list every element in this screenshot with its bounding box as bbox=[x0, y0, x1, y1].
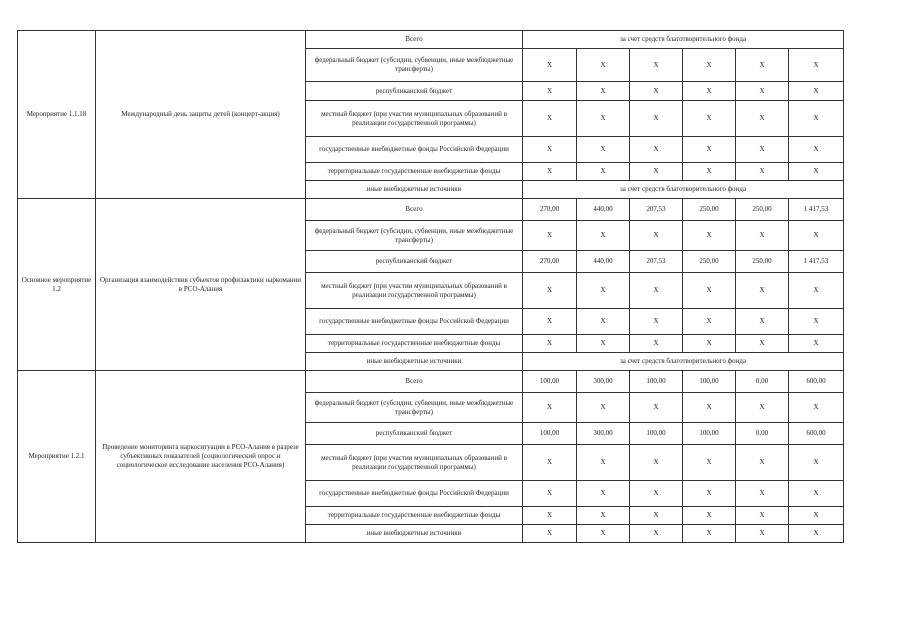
value-cell: 600,00 bbox=[789, 423, 844, 445]
value-cell: Х bbox=[577, 507, 630, 525]
event-name-cell: Организация взаимодействия субъектов профилактики наркомании в РСО-Алания bbox=[96, 199, 306, 371]
funding-source-territorial-extrabudgetary-funds: территориальные государственные внебюджетные фонды bbox=[306, 335, 523, 353]
value-cell: Х bbox=[789, 525, 844, 543]
value-cell: Х bbox=[577, 137, 630, 163]
value-cell: Х bbox=[683, 221, 736, 251]
event-code-cell: Мероприятие 1.2.1 bbox=[18, 371, 96, 543]
value-cell: Х bbox=[523, 393, 577, 423]
funding-source-other-sources: иные внебюджетные источники bbox=[306, 181, 523, 199]
funding-source-federal-budget: федеральный бюджет (субсидии, субвенции, иные межбюджетные трансферты) bbox=[306, 221, 523, 251]
value-cell: 1 417,53 bbox=[789, 199, 844, 221]
value-cell: 250,00 bbox=[736, 199, 789, 221]
funding-source-federal-budget: федеральный бюджет (субсидии, субвенции, иные межбюджетные трансферты) bbox=[306, 49, 523, 82]
value-cell: Х bbox=[523, 273, 577, 309]
value-cell: Х bbox=[736, 481, 789, 507]
event-name-cell: Международный день защиты детей (концерт-акция) bbox=[96, 31, 306, 199]
value-cell: Х bbox=[736, 137, 789, 163]
value-cell: Х bbox=[736, 163, 789, 181]
value-cell: Х bbox=[683, 82, 736, 101]
funding-source-total: Всего bbox=[306, 199, 523, 221]
value-cell: Х bbox=[630, 393, 683, 423]
value-cell: 100,00 bbox=[523, 423, 577, 445]
funding-source-other-sources: иные внебюджетные источники bbox=[306, 525, 523, 543]
value-cell: Х bbox=[523, 445, 577, 481]
value-cell: 250,00 bbox=[683, 251, 736, 273]
value-cell: Х bbox=[630, 309, 683, 335]
value-cell: 300,00 bbox=[577, 423, 630, 445]
value-cell: Х bbox=[577, 393, 630, 423]
value-cell: 250,00 bbox=[683, 199, 736, 221]
value-cell: Х bbox=[630, 101, 683, 137]
value-cell: 100,00 bbox=[683, 423, 736, 445]
value-cell: 440,00 bbox=[577, 199, 630, 221]
value-cell: 440,00 bbox=[577, 251, 630, 273]
funding-source-local-budget: местный бюджет (при участии муниципальных образований в реализации государственной программы) bbox=[306, 445, 523, 481]
funding-source-total: Всего bbox=[306, 31, 523, 49]
value-cell: Х bbox=[789, 445, 844, 481]
funding-source-republican-budget: республиканский бюджет bbox=[306, 251, 523, 273]
funding-source-state-extrabudgetary-funds: государственные внебюджетные фонды Российской Федерации bbox=[306, 309, 523, 335]
value-cell: Х bbox=[523, 507, 577, 525]
value-cell: 300,00 bbox=[577, 371, 630, 393]
value-cell: Х bbox=[523, 525, 577, 543]
value-cell: Х bbox=[789, 481, 844, 507]
funding-source-state-extrabudgetary-funds: государственные внебюджетные фонды Российской Федерации bbox=[306, 481, 523, 507]
value-cell: Х bbox=[789, 221, 844, 251]
value-cell: Х bbox=[789, 82, 844, 101]
funding-source-territorial-extrabudgetary-funds: территориальные государственные внебюджетные фонды bbox=[306, 507, 523, 525]
value-cell: Х bbox=[630, 335, 683, 353]
value-cell: Х bbox=[577, 82, 630, 101]
value-cell: 0,00 bbox=[736, 371, 789, 393]
value-cell: Х bbox=[736, 445, 789, 481]
value-cell: Х bbox=[523, 481, 577, 507]
table-row bbox=[18, 199, 844, 221]
value-cell: Х bbox=[630, 481, 683, 507]
value-cell: Х bbox=[577, 49, 630, 82]
value-cell: Х bbox=[577, 445, 630, 481]
value-cell: Х bbox=[630, 49, 683, 82]
event-name-cell: Проведение мониторинга наркоситуации в РСО-Алания в разрезе субъективных показателей (социологический опрос и социологическое исследование населения РСО-Алания) bbox=[96, 371, 306, 543]
value-cell: 270,00 bbox=[523, 199, 577, 221]
funding-note-cell: за счет средств благотворительного фонда bbox=[523, 181, 844, 199]
value-cell: Х bbox=[736, 309, 789, 335]
value-cell: Х bbox=[736, 273, 789, 309]
value-cell: 270,00 bbox=[523, 251, 577, 273]
funding-note-cell: за счет средств благотворительного фонда bbox=[523, 31, 844, 49]
value-cell: Х bbox=[736, 507, 789, 525]
value-cell: Х bbox=[523, 49, 577, 82]
value-cell: Х bbox=[577, 101, 630, 137]
value-cell: Х bbox=[683, 335, 736, 353]
value-cell: Х bbox=[577, 221, 630, 251]
value-cell: Х bbox=[789, 101, 844, 137]
value-cell: Х bbox=[523, 101, 577, 137]
value-cell: 100,00 bbox=[630, 371, 683, 393]
value-cell: Х bbox=[789, 335, 844, 353]
funding-source-local-budget: местный бюджет (при участии муниципальных образований в реализации государственной программы) bbox=[306, 273, 523, 309]
funding-source-territorial-extrabudgetary-funds: территориальные государственные внебюджетные фонды bbox=[306, 163, 523, 181]
value-cell: Х bbox=[789, 309, 844, 335]
value-cell: Х bbox=[683, 273, 736, 309]
value-cell: 207,53 bbox=[630, 251, 683, 273]
value-cell: Х bbox=[789, 393, 844, 423]
value-cell: Х bbox=[789, 137, 844, 163]
value-cell: Х bbox=[630, 82, 683, 101]
value-cell: Х bbox=[736, 101, 789, 137]
value-cell: 100,00 bbox=[683, 371, 736, 393]
value-cell: Х bbox=[789, 163, 844, 181]
value-cell: Х bbox=[523, 309, 577, 335]
value-cell: Х bbox=[630, 525, 683, 543]
value-cell: Х bbox=[683, 481, 736, 507]
value-cell: Х bbox=[683, 49, 736, 82]
value-cell: Х bbox=[736, 525, 789, 543]
value-cell: 1 417,53 bbox=[789, 251, 844, 273]
value-cell: Х bbox=[630, 221, 683, 251]
value-cell: Х bbox=[577, 309, 630, 335]
value-cell: Х bbox=[683, 163, 736, 181]
value-cell: Х bbox=[523, 82, 577, 101]
value-cell: Х bbox=[736, 335, 789, 353]
value-cell: Х bbox=[523, 137, 577, 163]
value-cell: Х bbox=[630, 273, 683, 309]
value-cell: Х bbox=[789, 49, 844, 82]
value-cell: Х bbox=[736, 82, 789, 101]
value-cell: Х bbox=[683, 525, 736, 543]
value-cell: Х bbox=[736, 49, 789, 82]
value-cell: Х bbox=[683, 137, 736, 163]
table-row bbox=[18, 31, 844, 49]
value-cell: 207,53 bbox=[630, 199, 683, 221]
funding-note-cell: за счет средств благотворительного фонда bbox=[523, 353, 844, 371]
value-cell: Х bbox=[789, 507, 844, 525]
value-cell: Х bbox=[683, 445, 736, 481]
value-cell: Х bbox=[630, 137, 683, 163]
budget-table bbox=[17, 30, 844, 543]
value-cell: Х bbox=[630, 507, 683, 525]
value-cell: Х bbox=[683, 101, 736, 137]
funding-source-republican-budget: республиканский бюджет bbox=[306, 423, 523, 445]
value-cell: Х bbox=[577, 335, 630, 353]
value-cell: 100,00 bbox=[630, 423, 683, 445]
value-cell: Х bbox=[683, 309, 736, 335]
value-cell: Х bbox=[683, 507, 736, 525]
value-cell: Х bbox=[523, 221, 577, 251]
value-cell: Х bbox=[789, 273, 844, 309]
value-cell: Х bbox=[577, 163, 630, 181]
value-cell: 100,00 bbox=[523, 371, 577, 393]
value-cell: Х bbox=[523, 163, 577, 181]
value-cell: Х bbox=[683, 393, 736, 423]
value-cell: 250,00 bbox=[736, 251, 789, 273]
value-cell: Х bbox=[630, 445, 683, 481]
value-cell: Х bbox=[577, 525, 630, 543]
table-row bbox=[18, 371, 844, 393]
funding-source-state-extrabudgetary-funds: государственные внебюджетные фонды Российской Федерации bbox=[306, 137, 523, 163]
funding-source-local-budget: местный бюджет (при участии муниципальных образований в реализации государственной программы) bbox=[306, 101, 523, 137]
value-cell: Х bbox=[736, 221, 789, 251]
event-code-cell: Мероприятие 1.1.18 bbox=[18, 31, 96, 199]
value-cell: 600,00 bbox=[789, 371, 844, 393]
event-code-cell: Основное мероприятие 1.2 bbox=[18, 199, 96, 371]
value-cell: Х bbox=[630, 163, 683, 181]
value-cell: Х bbox=[577, 273, 630, 309]
funding-source-total: Всего bbox=[306, 371, 523, 393]
value-cell: Х bbox=[577, 481, 630, 507]
value-cell: Х bbox=[736, 393, 789, 423]
value-cell: Х bbox=[523, 335, 577, 353]
funding-source-federal-budget: федеральный бюджет (субсидии, субвенции, иные межбюджетные трансферты) bbox=[306, 393, 523, 423]
funding-source-republican-budget: республиканский бюджет bbox=[306, 82, 523, 101]
funding-source-other-sources: иные внебюджетные источники bbox=[306, 353, 523, 371]
value-cell: 0,00 bbox=[736, 423, 789, 445]
